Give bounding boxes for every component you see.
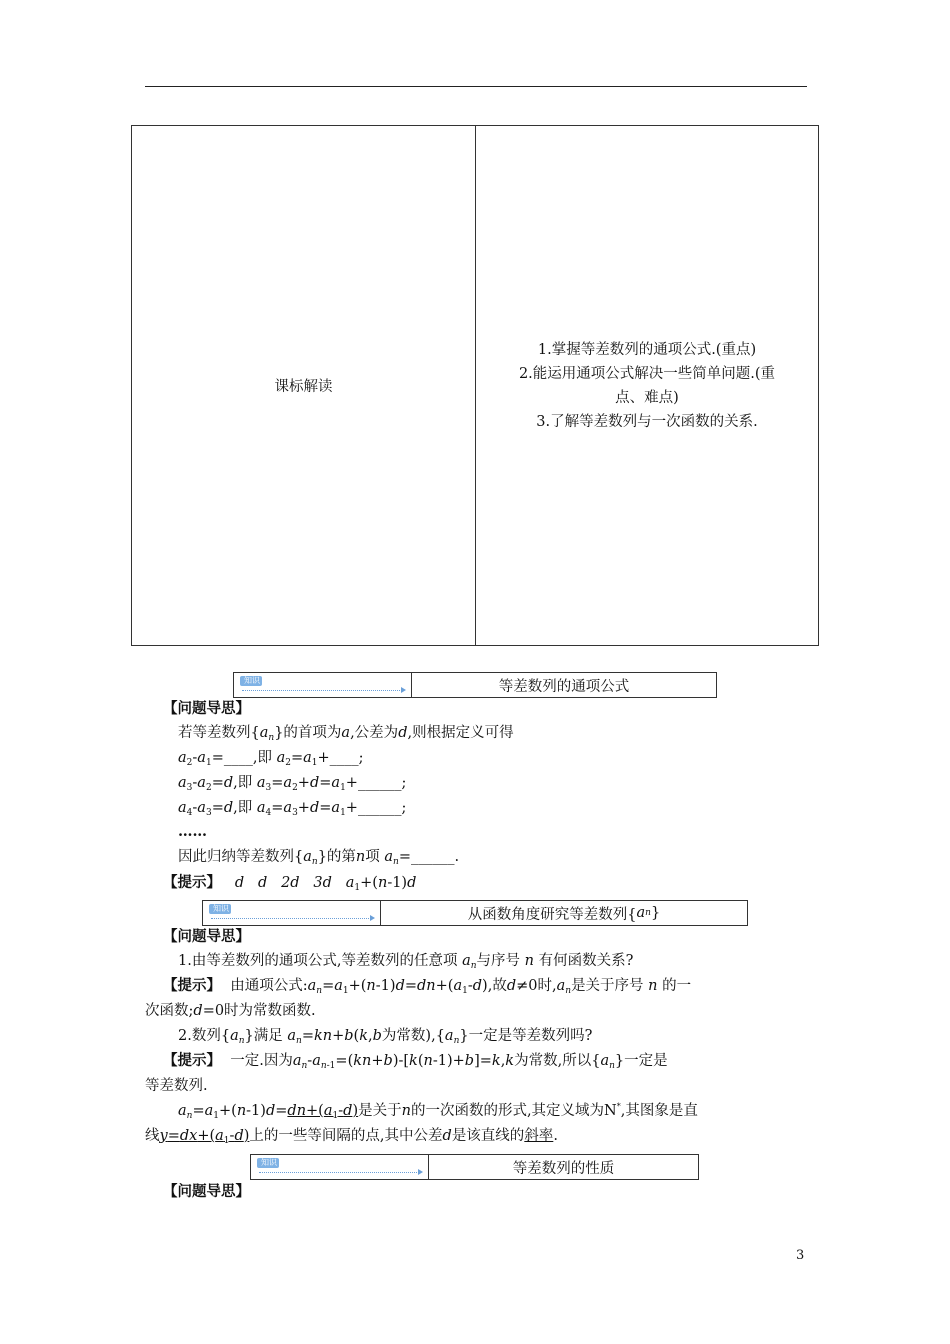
section-2-header xyxy=(202,900,748,926)
section-3-header xyxy=(250,1154,699,1180)
section-2-tag-cell xyxy=(203,901,381,925)
s1-line-1: 若等差数列$\{a_n\}$的首项为a,公差为d,则根据定义可得 xyxy=(178,725,514,743)
s1-ellipsis: …… xyxy=(178,823,207,840)
section-2-tag: 知识2 xyxy=(209,904,231,914)
curriculum-table xyxy=(131,125,819,646)
s1-line-3: $a_3-a_2=d$,即 $a_3=a_2+d=a_1+\_\_\_\_\_\_$; xyxy=(178,775,407,793)
section-1-tag: 知识1 xyxy=(240,676,262,686)
s1-heading: 【问题导思】 xyxy=(163,700,250,717)
goal-2: 2.能运用通项公式解决一些简单问题.(重 xyxy=(518,365,776,382)
curriculum-goals-cell xyxy=(476,126,818,645)
section-1-header xyxy=(233,672,717,698)
header-rule xyxy=(145,86,807,87)
s1-line-2: $a_2-a_1=\_\_\_\_$,即 $a_2=a_1+\_\_\_\_$; xyxy=(178,750,364,768)
s2-question-2: 2.数列$\{a_n\}$满足 $a_n=kn+b(k,b$为常数)$,\{a_n\}$一定是等差数列吗? xyxy=(178,1028,593,1046)
goal-1: 1.掌握等差数列的通项公式.(重点) xyxy=(537,341,757,358)
arrow-icon xyxy=(211,918,371,919)
section-3-tag: 知识3 xyxy=(257,1158,279,1168)
goal-2-cont: 点、难点) xyxy=(615,389,679,406)
section-1-title: 等差数列的通项公式 xyxy=(498,678,630,695)
arrow-icon xyxy=(259,1172,419,1173)
arrow-icon xyxy=(242,690,402,691)
curriculum-label-cell xyxy=(132,126,476,645)
s2-hint-2-line-2: 等差数列. xyxy=(145,1078,208,1094)
s1-hint: 【提示】 d d 2d 3d $a_1+(n-1)d$ xyxy=(163,874,417,893)
section-1-tag-cell xyxy=(234,673,412,697)
section-3-title: 等差数列的性质 xyxy=(512,1160,615,1177)
s2-heading: 【问题导思】 xyxy=(163,928,250,945)
s2-hint-1-line-2: 次函数;d=0时为常数函数. xyxy=(145,1003,316,1019)
section-2-title: 从函数角度研究等差数列{ a n } xyxy=(467,905,661,923)
goal-3: 3.了解等差数列与一次函数的关系. xyxy=(536,413,758,430)
curriculum-label: 课标解读 xyxy=(274,379,333,395)
s1-line-4: $a_4-a_3=d$,即 $a_4=a_3+d=a_1+\_\_\_\_\_\_$; xyxy=(178,800,407,818)
s2-para-line-2: 线$y=dx+(a_1-d)$上的一些等间隔的点,其中公差d是该直线的斜率. xyxy=(145,1128,558,1146)
s1-line-5: 因此归纳等差数列$\{a_n\}$的第n项 $a_n=\_\_\_\_\_\_$. xyxy=(178,849,460,867)
page-number: 3 xyxy=(796,1248,805,1263)
s2-hint-1-line-1: 【提示】 由通项公式$:a_n=a_1+(n-1)d=dn+(a_1-d)$,故d≠0时$,a_n$是关于序号 n 的一 xyxy=(163,977,692,996)
s2-question-1: 1.由等差数列的通项公式,等差数列的任意项 $a_n$与序号 n 有何函数关系? xyxy=(178,953,634,971)
s2-para-line-1: $a_n=a_1+(n-1)d=dn+(a_1-d)$是关于n的一次函数的形式,其定义域为N*,其图象是直 xyxy=(178,1102,698,1121)
s2-hint-2-line-1: 【提示】 一定.因为$a_n-a_{n-1}=(kn+b)-[k(n-1)+b]=k,k$为常数,所以$\{a_n\}$一定是 xyxy=(163,1052,668,1071)
section-3-tag-cell xyxy=(251,1155,429,1179)
s3-heading: 【问题导思】 xyxy=(163,1183,250,1200)
